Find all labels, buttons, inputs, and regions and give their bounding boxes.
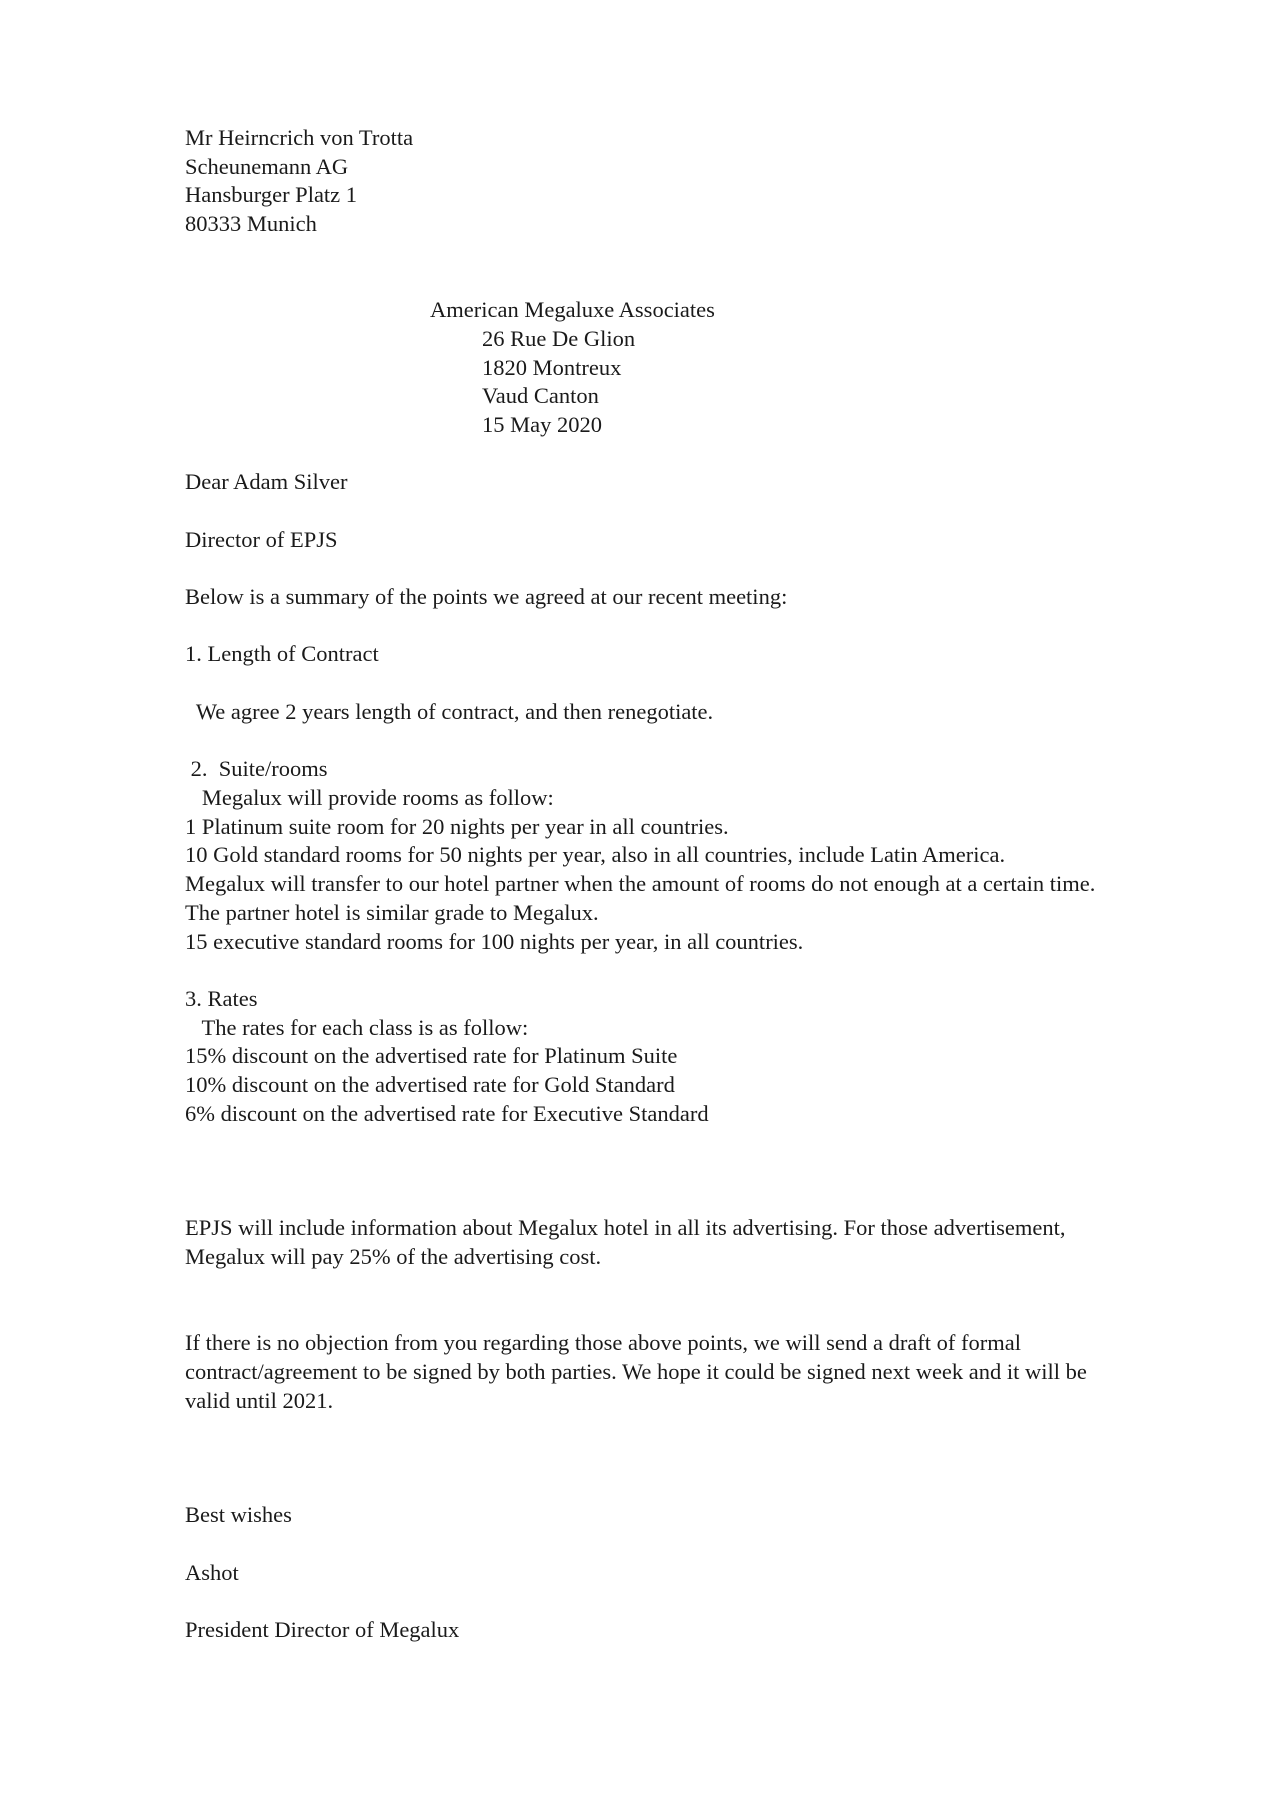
section2-line: 15 executive standard rooms for 100 nights per year, in all countries. [185,929,804,954]
section1-body: We agree 2 years length of contract, and then renegotiate. [185,699,714,724]
intro-paragraph: Below is a summary of the points we agreed at our recent meeting: [185,584,788,609]
section3-line: 10% discount on the advertised rate for Gold Standard [185,1072,675,1097]
section3-line: The rates for each class is as follow: [185,1015,529,1040]
closing-line: If there is no objection from you regarding those above points, we will send a draft of formal [185,1330,1022,1355]
letter-date: 15 May 2020 [482,412,602,437]
section2-line: 10 Gold standard rooms for 50 nights per year, also in all countries, include Latin America. [185,842,1006,867]
section2-heading: 2. Suite/rooms [185,756,328,781]
sender-region: Vaud Canton [482,383,599,408]
section3-line: 6% discount on the advertised rate for Executive Standard [185,1101,709,1126]
sender-company: American Megaluxe Associates [430,297,715,322]
advertising-line: EPJS will include information about Megalux hotel in all its advertising. For those advertisement, [185,1215,1066,1240]
section1-heading: 1. Length of Contract [185,641,379,666]
section2-line: Megalux will transfer to our hotel partner when the amount of rooms do not enough at a certain time. [185,871,1096,896]
sender-city: 1820 Montreux [482,355,622,380]
recipient-company: Scheunemann AG [185,154,349,179]
section2-line: Megalux will provide rooms as follow: [185,785,554,810]
recipient-city: 80333 Munich [185,211,317,236]
signoff-name: Ashot [185,1560,239,1585]
advertising-line: Megalux will pay 25% of the advertising cost. [185,1244,602,1269]
section2-line: The partner hotel is similar grade to Megalux. [185,900,599,925]
recipient-street: Hansburger Platz 1 [185,182,358,207]
section2-line: 1 Platinum suite room for 20 nights per year in all countries. [185,814,729,839]
section3-heading: 3. Rates [185,986,258,1011]
salutation: Dear Adam Silver [185,469,348,494]
section3-line: 15% discount on the advertised rate for Platinum Suite [185,1043,678,1068]
closing-line: valid until 2021. [185,1388,334,1413]
signoff-title: President Director of Megalux [185,1617,460,1642]
signoff-greeting: Best wishes [185,1502,292,1527]
recipient-title: Director of EPJS [185,527,338,552]
closing-line: contract/agreement to be signed by both parties. We hope it could be signed next week and it will be [185,1359,1087,1384]
recipient-name: Mr Heirncrich von Trotta [185,125,414,150]
sender-street: 26 Rue De Glion [482,326,636,351]
